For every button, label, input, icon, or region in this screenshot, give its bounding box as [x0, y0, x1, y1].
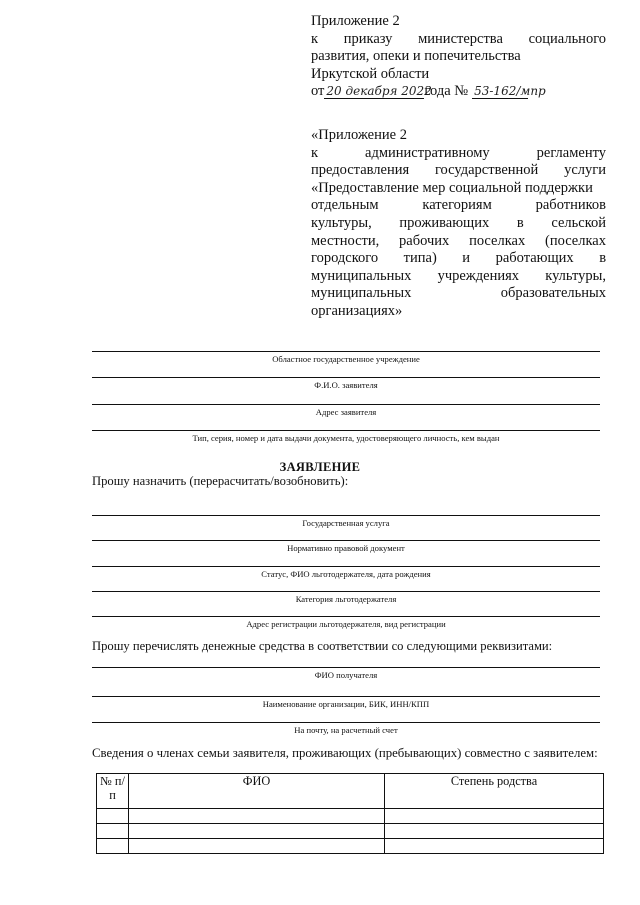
- column-header-fio: ФИО: [129, 774, 385, 809]
- table-header-row: [97, 774, 604, 809]
- annex-number: Приложение 2: [311, 13, 400, 29]
- account-field[interactable]: [92, 722, 600, 723]
- ministry-line: развития, опеки и попечительства: [311, 48, 521, 65]
- service-field[interactable]: [92, 515, 600, 516]
- beneficiary-status-field[interactable]: [92, 566, 600, 567]
- organization-caption: Наименование организации, БИК, ИНН/КПП: [262, 699, 430, 709]
- regulation-annex-header: [311, 127, 606, 321]
- id-document-caption: Тип, серия, номер и дата выдачи документа, удостоверяющего личность, кем выдан: [192, 433, 500, 443]
- account-caption: На почту, на расчетный счет: [294, 725, 398, 735]
- registration-address-caption: Адрес регистрации льготодержателя, вид регистрации: [246, 619, 446, 629]
- family-members-table: [96, 773, 604, 854]
- column-header-number: № п/п: [97, 774, 129, 809]
- beneficiary-category-caption: Категория льготодержателя: [295, 594, 397, 604]
- table-cell[interactable]: [385, 809, 604, 824]
- annex-line: к административному регламенту: [311, 144, 606, 161]
- annex-line: «Предоставление мер социальной поддержки: [311, 179, 593, 196]
- annex-line: предоставления государственной услуги: [311, 162, 607, 179]
- order-annex-header: [311, 13, 606, 101]
- beneficiary-category-field[interactable]: [92, 591, 600, 592]
- annex-line: местности, рабочих поселках (поселках: [311, 232, 606, 249]
- annex-line: муниципальных учреждениях культуры,: [311, 267, 606, 284]
- family-intro-text: Сведения о членах семьи заявителя, проживающих (пребывающих) совместно с заявителем:: [92, 746, 598, 760]
- statement-title: ЗАЯВЛЕНИЕ: [279, 460, 361, 474]
- recipient-field[interactable]: [92, 667, 600, 668]
- applicant-fio-field[interactable]: [92, 377, 600, 378]
- table-cell[interactable]: [129, 809, 385, 824]
- region-line: Иркутской области: [311, 65, 430, 82]
- annex-line: отдельным категориям работников: [311, 197, 607, 214]
- table-row: [97, 824, 604, 839]
- annex-title: «Приложение 2: [311, 127, 407, 143]
- institution-caption: Областное государственное учреждение: [272, 354, 420, 364]
- id-document-field[interactable]: [92, 430, 600, 431]
- table-cell[interactable]: [385, 839, 604, 854]
- legal-document-field[interactable]: [92, 540, 600, 541]
- recipient-caption: ФИО получателя: [314, 670, 378, 680]
- table-row: [97, 839, 604, 854]
- table-cell[interactable]: [129, 839, 385, 854]
- handwritten-order-number: 53-162/мпр: [474, 84, 546, 99]
- table-row: [97, 809, 604, 824]
- table-cell[interactable]: [97, 809, 129, 824]
- order-date-line: от 20 декабря 2022 года № 53-162/мпр: [311, 83, 546, 100]
- organization-field[interactable]: [92, 696, 600, 697]
- assign-request-text: Прошу назначить (перерасчитать/возобновить):: [92, 474, 349, 488]
- annex-line: культуры, проживающих в сельской: [311, 214, 607, 231]
- annex-line: организациях»: [311, 302, 403, 319]
- handwritten-date: 20 декабря 2022: [326, 84, 432, 99]
- service-caption: Государственная услуга: [302, 518, 390, 528]
- institution-field[interactable]: [92, 351, 600, 352]
- table-cell[interactable]: [97, 824, 129, 839]
- applicant-fio-caption: Ф.И.О. заявителя: [314, 380, 378, 390]
- applicant-address-caption: Адрес заявителя: [315, 407, 377, 417]
- column-header-relation: Степень родства: [385, 774, 604, 809]
- applicant-address-field[interactable]: [92, 404, 600, 405]
- table-cell[interactable]: [385, 824, 604, 839]
- legal-document-caption: Нормативно правовой документ: [287, 543, 405, 553]
- table-cell[interactable]: [97, 839, 129, 854]
- annex-line: городского типа) и работающих в: [311, 250, 607, 267]
- registration-address-field[interactable]: [92, 616, 600, 617]
- order-reference-line: к приказу министерства социального: [311, 30, 607, 47]
- table-cell[interactable]: [129, 824, 385, 839]
- transfer-request-text: Прошу перечислять денежные средства в соответствии со следующими реквизитами:: [92, 639, 553, 653]
- beneficiary-status-caption: Статус, ФИО льготодержателя, дата рождения: [261, 569, 431, 579]
- annex-line: муниципальных образовательных: [311, 285, 606, 302]
